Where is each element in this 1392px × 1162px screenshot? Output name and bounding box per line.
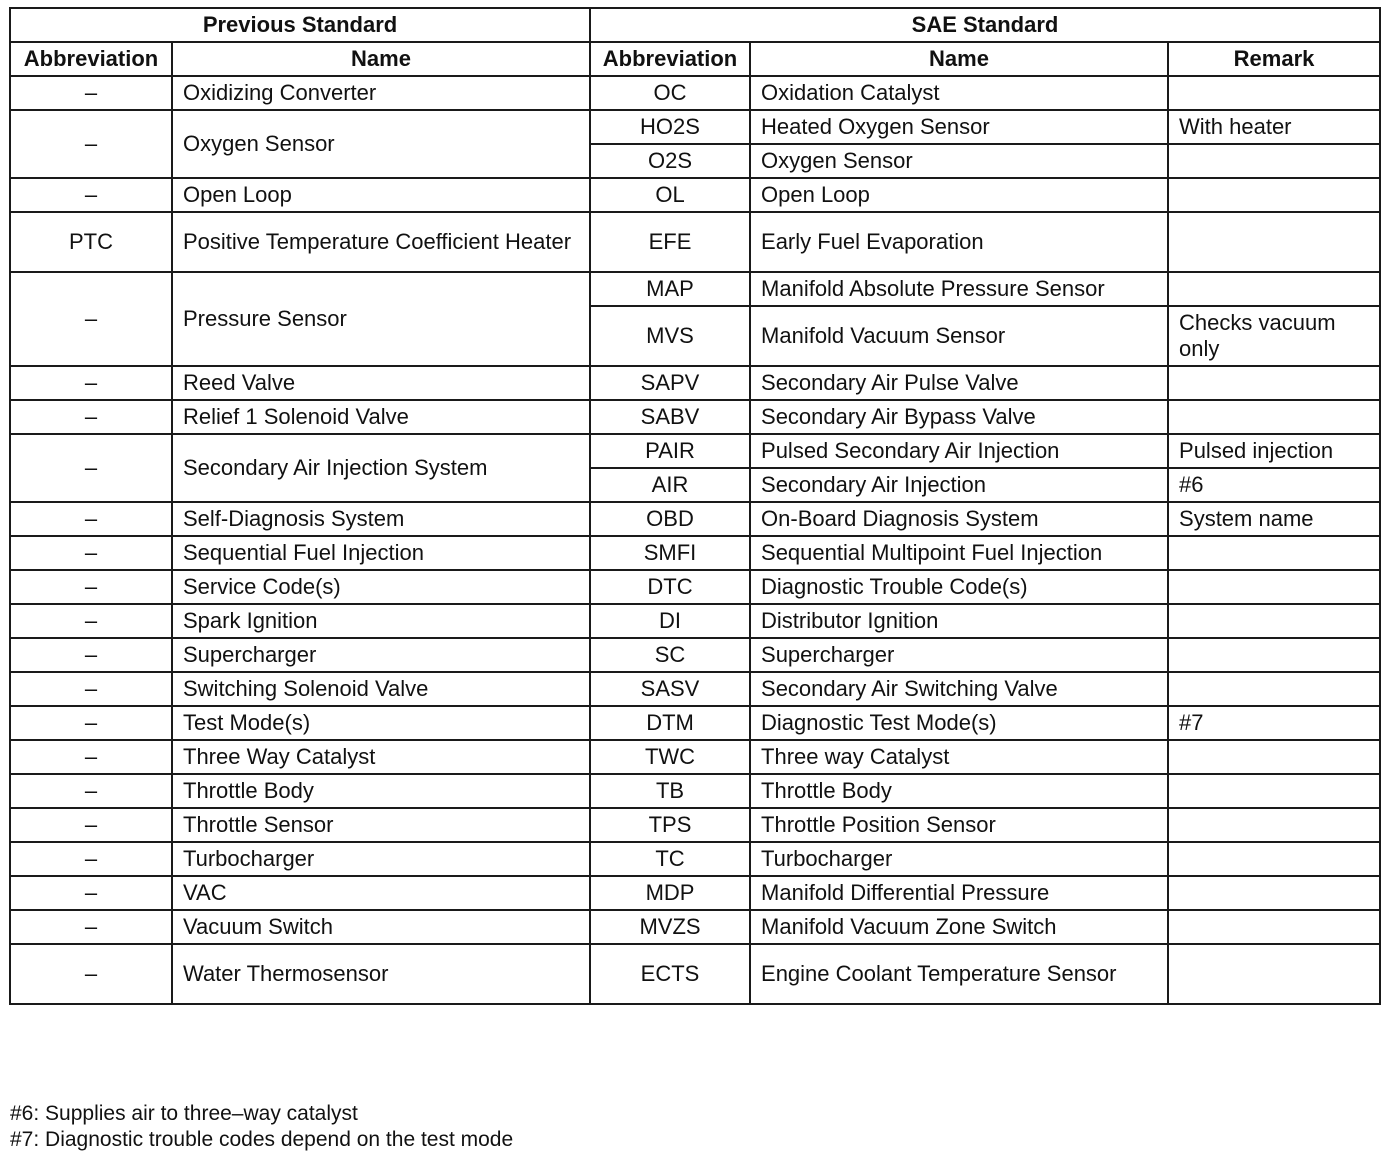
sae-abbreviation-cell: SASV	[590, 672, 750, 706]
prev-abbreviation-cell: –	[10, 76, 172, 110]
sae-abbreviation-cell: DTM	[590, 706, 750, 740]
remark-cell	[1168, 910, 1380, 944]
remark-cell: #6	[1168, 468, 1380, 502]
group-header-row	[10, 8, 1380, 42]
prev-abbreviation-cell: –	[10, 740, 172, 774]
prev-name-cell: Positive Temperature Coefficient Heater	[172, 212, 590, 272]
prev-abbreviation-cell: –	[10, 366, 172, 400]
prev-abbreviation-cell: –	[10, 272, 172, 366]
sae-abbreviation-cell: MAP	[590, 272, 750, 306]
remark-cell	[1168, 672, 1380, 706]
prev-name-cell: Relief 1 Solenoid Valve	[172, 400, 590, 434]
sae-name-cell: Manifold Vacuum Sensor	[750, 306, 1168, 366]
prev-abbreviation-cell: –	[10, 502, 172, 536]
prev-abbreviation-cell: –	[10, 774, 172, 808]
table-row	[10, 774, 1380, 808]
remark-cell	[1168, 774, 1380, 808]
sae-abbreviation-cell: SABV	[590, 400, 750, 434]
sae-abbreviation-cell: ECTS	[590, 944, 750, 1004]
prev-abbreviation-cell: –	[10, 110, 172, 178]
sae-abbreviation-cell: MDP	[590, 876, 750, 910]
prev-abbreviation-cell: –	[10, 808, 172, 842]
table-row	[10, 672, 1380, 706]
remark-cell	[1168, 400, 1380, 434]
prev-name-cell: Water Thermosensor	[172, 944, 590, 1004]
prev-abbreviation-cell: –	[10, 570, 172, 604]
sae-name-cell: Manifold Vacuum Zone Switch	[750, 910, 1168, 944]
sae-name-cell: Diagnostic Test Mode(s)	[750, 706, 1168, 740]
prev-name-cell: Sequential Fuel Injection	[172, 536, 590, 570]
prev-name-cell: Service Code(s)	[172, 570, 590, 604]
prev-abbreviation-cell: –	[10, 604, 172, 638]
sae-name-cell: Oxygen Sensor	[750, 144, 1168, 178]
table-row	[10, 944, 1380, 1004]
table-row	[10, 400, 1380, 434]
prev-name-header: Name	[172, 42, 590, 76]
prev-abbreviation-cell: –	[10, 842, 172, 876]
table-row	[10, 272, 1380, 306]
prev-name-cell: Self-Diagnosis System	[172, 502, 590, 536]
column-header-row	[10, 42, 1380, 76]
remark-cell: Checks vacuum only	[1168, 306, 1380, 366]
prev-name-cell: Test Mode(s)	[172, 706, 590, 740]
table-row	[10, 536, 1380, 570]
sae-abbreviation-header: Abbreviation	[590, 42, 750, 76]
prev-abbreviation-cell: –	[10, 876, 172, 910]
prev-name-cell: Spark Ignition	[172, 604, 590, 638]
sae-abbreviation-cell: MVS	[590, 306, 750, 366]
table-row	[10, 808, 1380, 842]
prev-abbreviation-cell: –	[10, 638, 172, 672]
remark-cell	[1168, 212, 1380, 272]
prev-abbreviation-cell: –	[10, 400, 172, 434]
table-row	[10, 570, 1380, 604]
remark-cell	[1168, 740, 1380, 774]
prev-abbreviation-header: Abbreviation	[10, 42, 172, 76]
sae-name-cell: Heated Oxygen Sensor	[750, 110, 1168, 144]
abbreviation-table	[9, 7, 1381, 1005]
remark-cell	[1168, 366, 1380, 400]
sae-abbreviation-cell: OC	[590, 76, 750, 110]
sae-abbreviation-cell: PAIR	[590, 434, 750, 468]
remark-cell: Pulsed injection	[1168, 434, 1380, 468]
table-row	[10, 740, 1380, 774]
sae-name-cell: Throttle Position Sensor	[750, 808, 1168, 842]
sae-abbreviation-cell: O2S	[590, 144, 750, 178]
sae-abbreviation-cell: OBD	[590, 502, 750, 536]
footnotes	[10, 1101, 513, 1153]
sae-name-cell: Three way Catalyst	[750, 740, 1168, 774]
remark-cell	[1168, 808, 1380, 842]
sae-name-cell: Secondary Air Injection	[750, 468, 1168, 502]
sae-name-cell: Supercharger	[750, 638, 1168, 672]
remark-cell	[1168, 638, 1380, 672]
sae-abbreviation-cell: DTC	[590, 570, 750, 604]
prev-name-cell: Switching Solenoid Valve	[172, 672, 590, 706]
prev-abbreviation-cell: –	[10, 434, 172, 502]
sae-abbreviation-cell: MVZS	[590, 910, 750, 944]
sae-standard-header: SAE Standard	[590, 8, 1380, 42]
remark-cell	[1168, 944, 1380, 1004]
sae-abbreviation-cell: SMFI	[590, 536, 750, 570]
sae-name-cell: Open Loop	[750, 178, 1168, 212]
remark-cell: System name	[1168, 502, 1380, 536]
prev-abbreviation-cell: –	[10, 910, 172, 944]
remark-cell	[1168, 178, 1380, 212]
sae-abbreviation-cell: TPS	[590, 808, 750, 842]
prev-abbreviation-cell: PTC	[10, 212, 172, 272]
sae-name-cell: On-Board Diagnosis System	[750, 502, 1168, 536]
sae-abbreviation-cell: TC	[590, 842, 750, 876]
sae-name-cell: Manifold Differential Pressure	[750, 876, 1168, 910]
sae-name-cell: Distributor Ignition	[750, 604, 1168, 638]
prev-name-cell: Pressure Sensor	[172, 272, 590, 366]
sae-name-cell: Engine Coolant Temperature Sensor	[750, 944, 1168, 1004]
prev-name-cell: Supercharger	[172, 638, 590, 672]
sae-abbreviation-cell: SC	[590, 638, 750, 672]
table-row	[10, 842, 1380, 876]
prev-name-cell: Vacuum Switch	[172, 910, 590, 944]
table-row	[10, 212, 1380, 272]
sae-name-cell: Throttle Body	[750, 774, 1168, 808]
sae-abbreviation-cell: TWC	[590, 740, 750, 774]
sae-name-cell: Secondary Air Switching Valve	[750, 672, 1168, 706]
footnote-7: #7: Diagnostic trouble codes depend on the test mode	[10, 1128, 514, 1151]
sae-name-cell: Diagnostic Trouble Code(s)	[750, 570, 1168, 604]
remark-cell	[1168, 272, 1380, 306]
sae-name-cell: Turbocharger	[750, 842, 1168, 876]
remark-cell: With heater	[1168, 110, 1380, 144]
prev-name-cell: Open Loop	[172, 178, 590, 212]
previous-standard-header: Previous Standard	[10, 8, 590, 42]
sae-name-cell: Pulsed Secondary Air Injection	[750, 434, 1168, 468]
table-row	[10, 366, 1380, 400]
prev-name-cell: Oxygen Sensor	[172, 110, 590, 178]
sae-abbreviation-cell: TB	[590, 774, 750, 808]
sae-name-cell: Secondary Air Bypass Valve	[750, 400, 1168, 434]
remark-cell	[1168, 570, 1380, 604]
sae-abbreviation-cell: SAPV	[590, 366, 750, 400]
table-row	[10, 434, 1380, 468]
sae-abbreviation-cell: OL	[590, 178, 750, 212]
sae-abbreviation-cell: DI	[590, 604, 750, 638]
sae-name-cell: Oxidation Catalyst	[750, 76, 1168, 110]
table-row	[10, 110, 1380, 144]
sae-name-header: Name	[750, 42, 1168, 76]
sae-name-cell: Secondary Air Pulse Valve	[750, 366, 1168, 400]
prev-name-cell: Throttle Body	[172, 774, 590, 808]
sae-abbreviation-cell: AIR	[590, 468, 750, 502]
prev-name-cell: Reed Valve	[172, 366, 590, 400]
remark-cell	[1168, 144, 1380, 178]
sae-name-cell: Early Fuel Evaporation	[750, 212, 1168, 272]
prev-name-cell: Turbocharger	[172, 842, 590, 876]
sae-name-cell: Manifold Absolute Pressure Sensor	[750, 272, 1168, 306]
prev-abbreviation-cell: –	[10, 672, 172, 706]
table-row	[10, 706, 1380, 740]
remark-cell	[1168, 842, 1380, 876]
prev-name-cell: Three Way Catalyst	[172, 740, 590, 774]
table-row	[10, 502, 1380, 536]
table-row	[10, 76, 1380, 110]
remark-cell	[1168, 76, 1380, 110]
table-row	[10, 876, 1380, 910]
sae-abbreviation-cell: HO2S	[590, 110, 750, 144]
prev-name-cell: Secondary Air Injection System	[172, 434, 590, 502]
prev-name-cell: VAC	[172, 876, 590, 910]
prev-abbreviation-cell: –	[10, 536, 172, 570]
remark-header: Remark	[1168, 42, 1380, 76]
remark-cell	[1168, 536, 1380, 570]
prev-abbreviation-cell: –	[10, 944, 172, 1004]
footnote-6: #6: Supplies air to three–way catalyst	[10, 1102, 358, 1125]
sae-abbreviation-cell: EFE	[590, 212, 750, 272]
remark-cell: #7	[1168, 706, 1380, 740]
table-row	[10, 910, 1380, 944]
table-row	[10, 178, 1380, 212]
prev-abbreviation-cell: –	[10, 178, 172, 212]
sae-name-cell: Sequential Multipoint Fuel Injection	[750, 536, 1168, 570]
prev-name-cell: Oxidizing Converter	[172, 76, 590, 110]
prev-abbreviation-cell: –	[10, 706, 172, 740]
table-row	[10, 638, 1380, 672]
table-row	[10, 604, 1380, 638]
remark-cell	[1168, 876, 1380, 910]
prev-name-cell: Throttle Sensor	[172, 808, 590, 842]
remark-cell	[1168, 604, 1380, 638]
